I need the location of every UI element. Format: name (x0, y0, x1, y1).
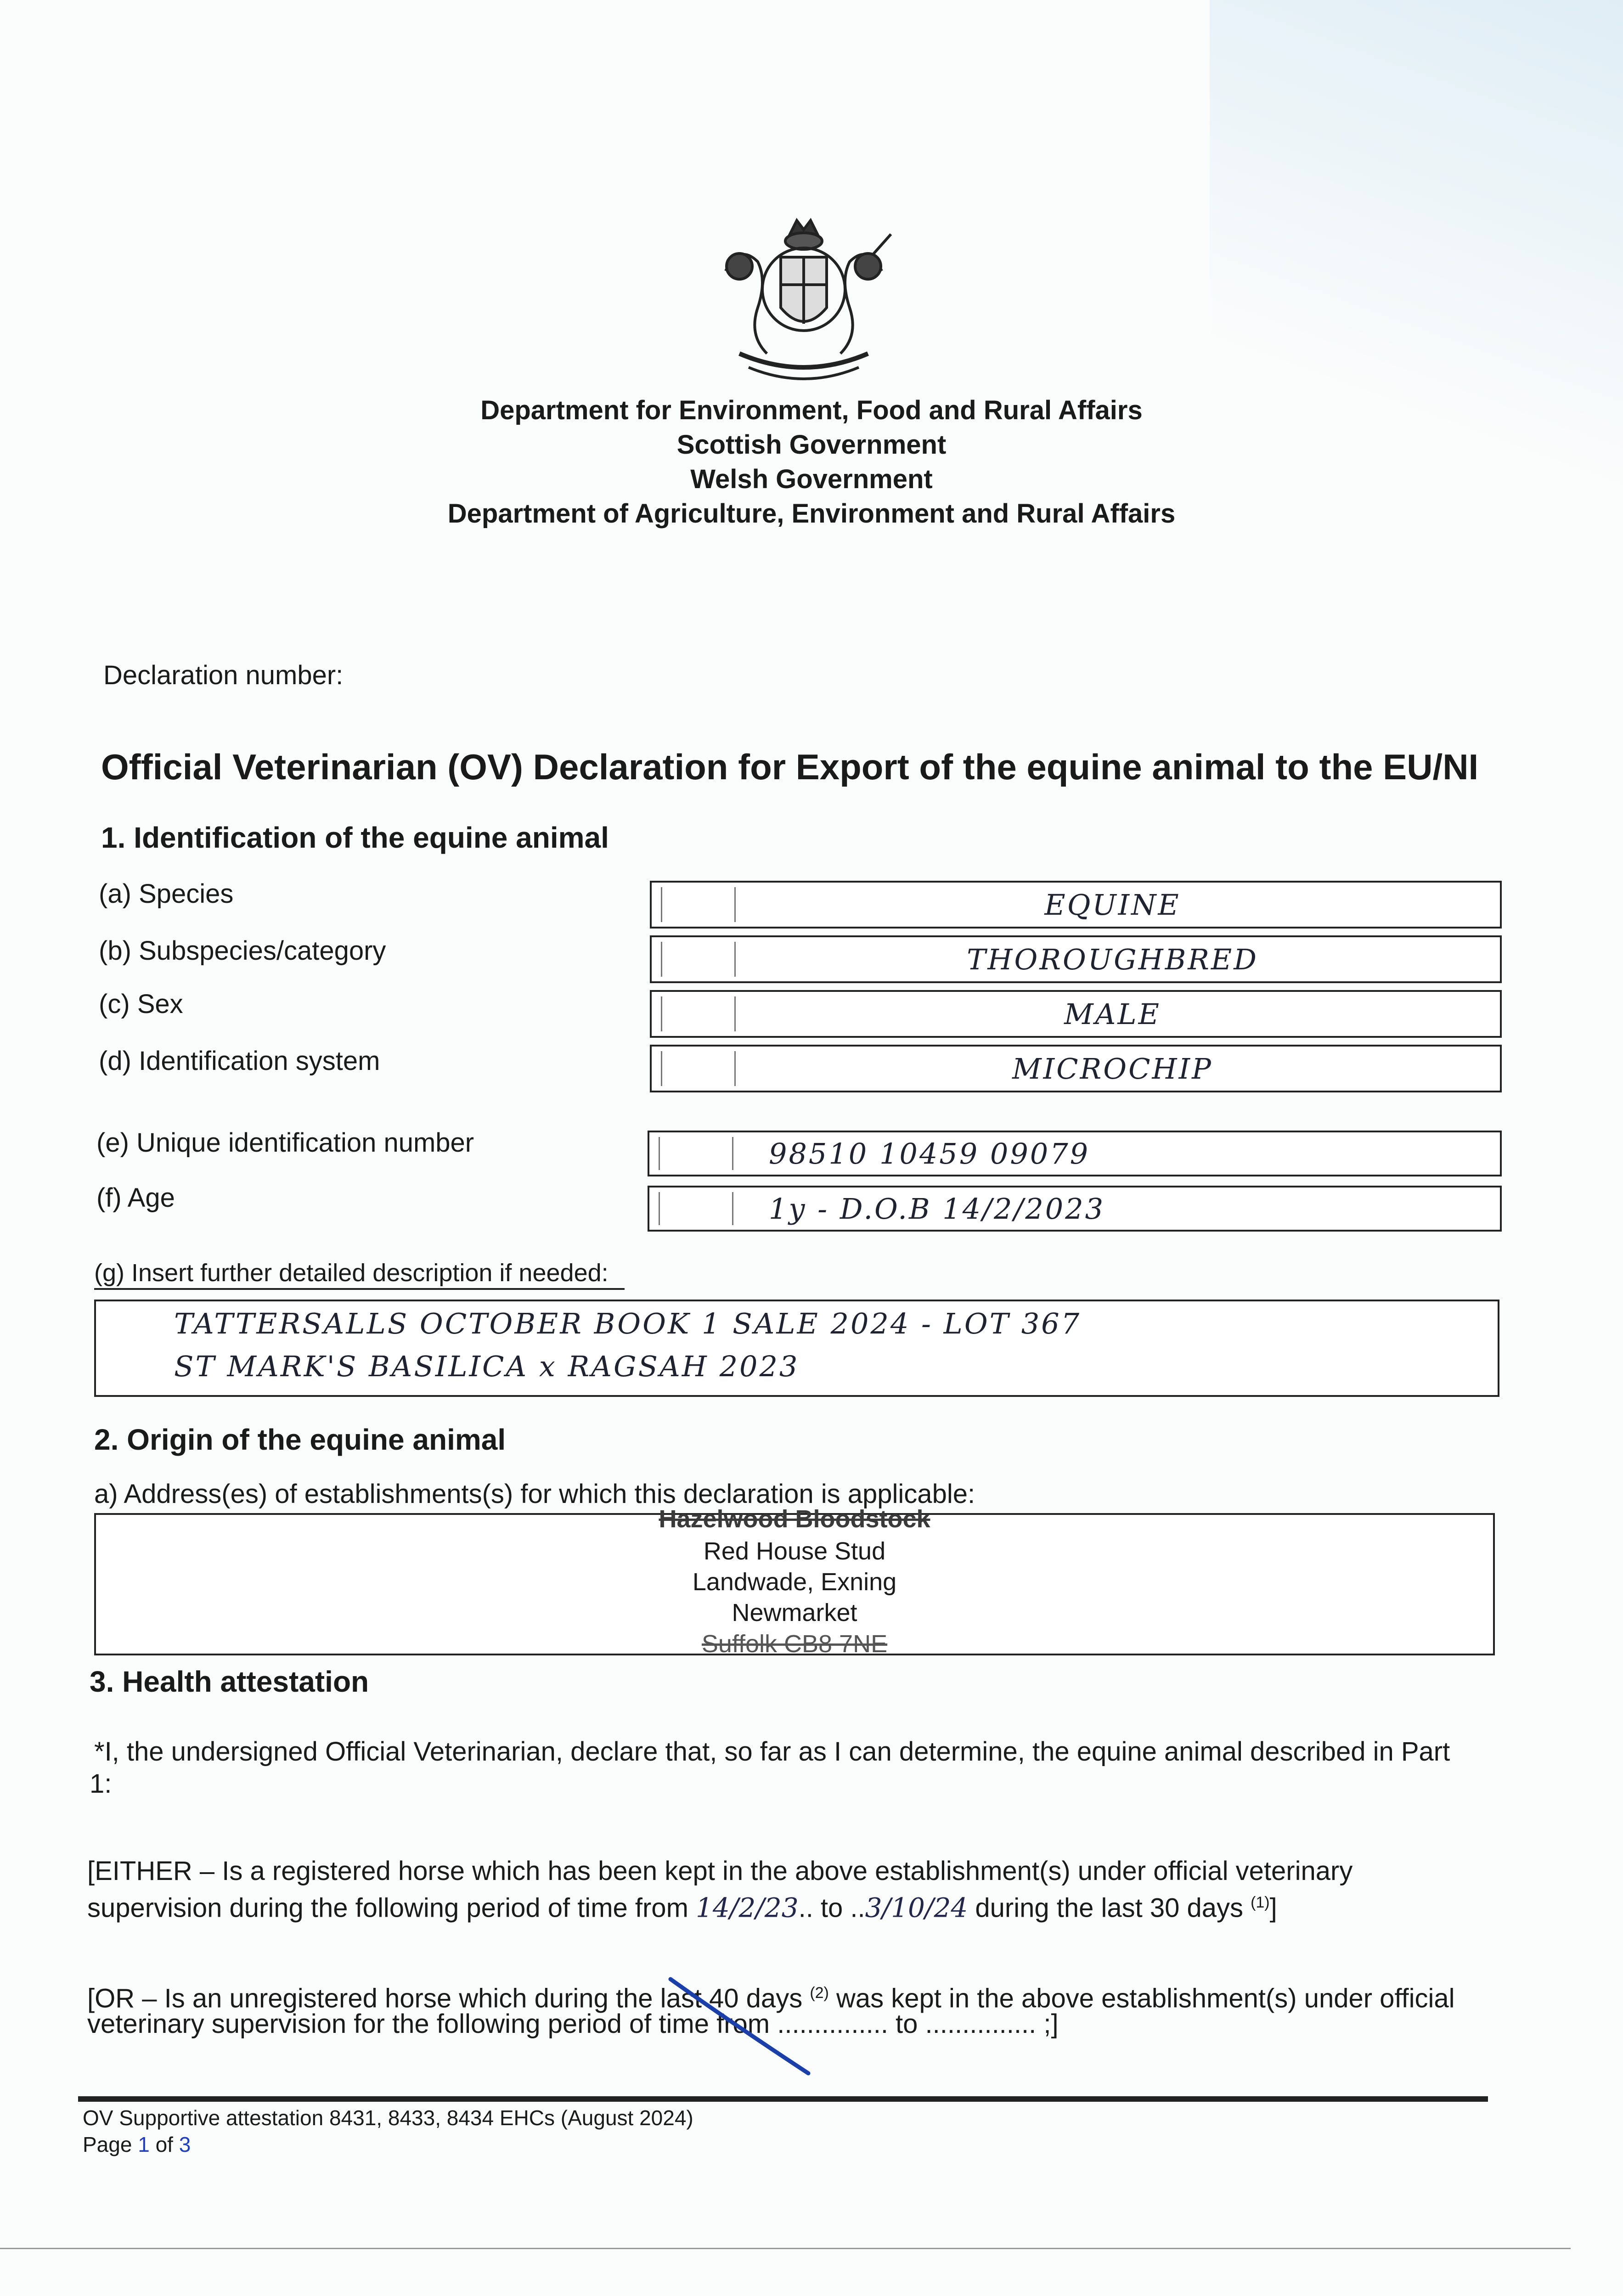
page-prefix: Page (83, 2133, 138, 2156)
identification-system-label: (d) Identification system (99, 1046, 380, 1076)
address-box (94, 1505, 1495, 1658)
address-line-4: Newmarket (732, 1599, 857, 1626)
unique-id-value: 98510 10459 09079 (769, 1137, 1090, 1171)
scan-edge-line (0, 2248, 1571, 2249)
either-line-2 (87, 1886, 1277, 1924)
or-post-text: was kept in the above establishment(s) under official (828, 1983, 1455, 2014)
either-post-text: during the last 30 days (968, 1893, 1251, 1923)
either-pre-text: supervision during the following period of time from (87, 1893, 696, 1923)
description-field[interactable] (94, 1300, 1499, 1397)
department-line-4: Department of Agriculture, Environment and Rural Affairs (447, 499, 1176, 529)
either-end: ] (1269, 1893, 1277, 1923)
either-to-date: 3/10/24 (865, 1892, 968, 1924)
sex-label: (c) Sex (99, 989, 183, 1019)
department-line-2: Scottish Government (676, 430, 947, 460)
sex-value: MALE (1064, 997, 1161, 1031)
subspecies-field[interactable] (650, 935, 1502, 983)
or-pre-text: [OR – Is an unregistered horse which during the last 40 days (87, 1983, 810, 2014)
either-from-date: 14/2/23 (696, 1892, 799, 1924)
identification-system-value: MICROCHIP (1012, 1052, 1213, 1086)
page-current: 1 (138, 2133, 150, 2156)
species-value: EQUINE (1044, 888, 1181, 922)
description-label: (g) Insert further detailed description if needed: (94, 1259, 609, 1287)
age-value: 1y - D.O.B 14/2/2023 (769, 1192, 1105, 1226)
species-field[interactable] (650, 881, 1502, 929)
page-total: 3 (179, 2133, 191, 2156)
royal-crest-icon (698, 216, 909, 390)
section-3-heading: 3. Health attestation (90, 1665, 369, 1698)
age-label: (f) Age (96, 1183, 175, 1213)
description-line-2: ST MARK'S BASILICA x RAGSAH 2023 (174, 1350, 800, 1383)
section-1-heading: 1. Identification of the equine animal (101, 821, 609, 854)
identification-system-field[interactable] (650, 1045, 1502, 1092)
description-line-1: TATTERSALLS OCTOBER BOOK 1 SALE 2024 - LOT 367 (174, 1307, 1082, 1340)
age-field[interactable] (648, 1186, 1502, 1232)
department-line-1: Department for Environment, Food and Rural Affairs (480, 395, 1143, 425)
subspecies-value: THOROUGHBRED (967, 942, 1258, 976)
subspecies-label: (b) Subspecies/category (99, 936, 386, 966)
footer-rule (78, 2096, 1488, 2102)
address-line-2: Red House Stud (703, 1537, 886, 1565)
department-line-3: Welsh Government (690, 464, 933, 494)
address-line-3: Landwade, Exning (692, 1568, 897, 1596)
unique-id-label: (e) Unique identification number (96, 1128, 474, 1158)
species-label: (a) Species (99, 879, 234, 909)
page-indicator (83, 2132, 191, 2157)
address-line-1: Hazelwood Bloodstock (659, 1505, 930, 1533)
page-title: Official Veterinarian (OV) Declaration for Export of the equine animal to the EU/NI (101, 747, 1479, 787)
section-2-heading: 2. Origin of the equine animal (94, 1423, 506, 1456)
sex-field[interactable] (650, 990, 1502, 1038)
description-label-underline (94, 1288, 625, 1290)
intro-line-2: 1: (90, 1769, 112, 1799)
pen-strike-mark (661, 1970, 817, 2080)
or-footnote-ref: (2) (810, 1984, 829, 2002)
unique-id-field[interactable] (648, 1131, 1502, 1176)
footer-reference: OV Supportive attestation 8431, 8433, 8434 EHCs (August 2024) (83, 2106, 693, 2130)
or-line-2: veterinary supervision for the following period of time from ............... to ............... ;] (87, 2009, 1059, 2039)
either-line-1: [EITHER – Is a registered horse which has been kept in the above establishment(s) under official veterinary (87, 1856, 1353, 1886)
address-line-5: Suffolk CB8 7NE (701, 1630, 888, 1658)
declaration-number-label: Declaration number: (103, 660, 344, 690)
page-mid: of (149, 2133, 179, 2156)
intro-line-1: *I, the undersigned Official Veterinarian, declare that, so far as I can determine, the equine animal described in Part (94, 1737, 1450, 1767)
either-footnote-ref: (1) (1251, 1894, 1270, 1911)
address-label: a) Address(es) of establishments(s) for which this declaration is applicable: (94, 1479, 975, 1509)
either-mid-text: .. to .. (798, 1893, 865, 1923)
